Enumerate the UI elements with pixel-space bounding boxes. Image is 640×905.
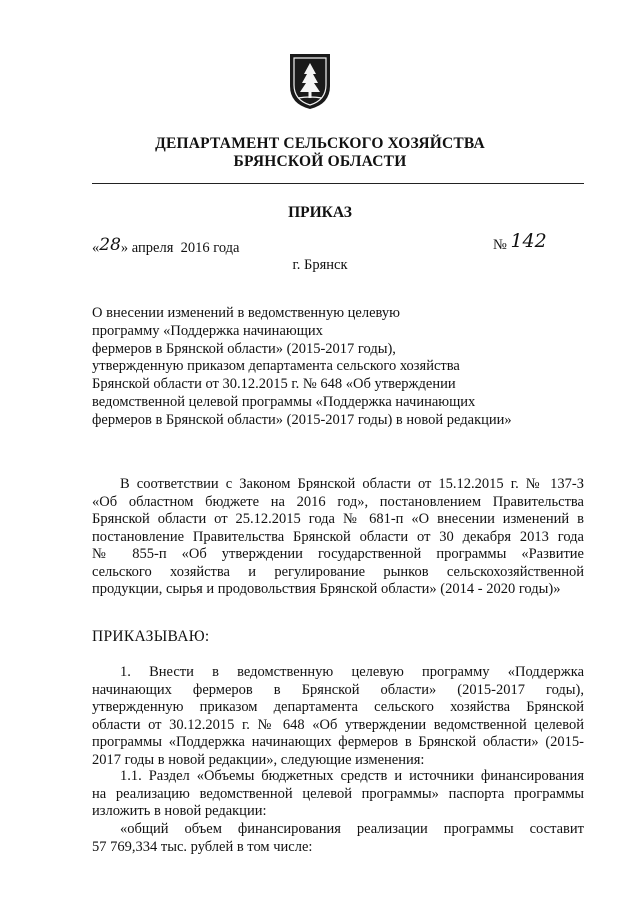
paragraph-line: начинающих фермеров в Брянской области» (2015-2017 годы), <box>92 681 584 698</box>
paragraph-line: сельского хозяйства и регулирование рынков сельскохозяйственной <box>92 563 584 580</box>
paragraph-line: Брянской области от 25.12.2015 года № 681-п «О внесении изменений в <box>92 511 584 527</box>
department-name-line1: ДЕПАРТАМЕНТ СЕЛЬСКОГО ХОЗЯЙСТВА <box>155 135 485 152</box>
number-label: № <box>493 237 507 253</box>
subject-line: О внесении изменений в ведомственную целевую <box>92 305 400 321</box>
date-open-quote: « <box>92 240 100 256</box>
coat-of-arms-icon <box>288 52 332 110</box>
order-date <box>92 237 239 257</box>
paragraph-line: программы «Поддержка начинающих фермеров в Брянской области» (2015- <box>92 734 584 750</box>
item-1-1-paragraph <box>92 768 584 821</box>
paragraph-line: 57 769,334 тыс. рублей в том числе: <box>92 838 313 855</box>
order-city: г. Брянск <box>292 257 348 273</box>
handwritten-day: 28 <box>99 235 121 255</box>
subject-line: фермеров в Брянской области» (2015-2017 годы) в новой редакции» <box>92 411 512 428</box>
handwritten-number: 142 <box>510 230 547 252</box>
order-number <box>493 232 547 254</box>
paragraph-line: 2017 годы в новой редакции», следующие изменения: <box>92 751 425 768</box>
paragraph-line: 1. Внести в ведомственную целевую программу «Поддержка <box>120 664 584 680</box>
paragraph-line: В соответствии с Законом Брянской области от 15.12.2015 г. № 137-З <box>120 476 584 492</box>
paragraph-line: изложить в новой редакции: <box>92 803 267 819</box>
paragraph-line: постановление Правительства Брянской области от 30 декабря 2013 года <box>92 528 584 545</box>
order-subject <box>92 305 512 430</box>
paragraph-line: на реализацию ведомственной целевой программы» паспорта программы <box>92 785 584 802</box>
order-title: ПРИКАЗ <box>288 204 352 221</box>
paragraph-line: «общий объем финансирования реализации программы составит <box>120 821 584 837</box>
subject-line: утвержденную приказом департамента сельского хозяйства <box>92 358 460 375</box>
funding-quote-paragraph <box>92 821 584 856</box>
paragraph-line: «Об областном бюджете на 2016 год», постановлением Правительства <box>92 493 584 510</box>
paragraph-line: продукции, сырья и продовольствия Брянской области» (2014 - 2020 годы)» <box>92 581 561 597</box>
subject-line: Брянской области от 30.12.2015 г. № 648 «Об утверждении <box>92 376 456 393</box>
subject-line: программу «Поддержка начинающих <box>92 322 323 339</box>
subject-line: ведомственной целевой программы «Поддержка начинающих <box>92 393 476 410</box>
item-1-paragraph <box>92 664 584 769</box>
subject-line: фермеров в Брянской области» (2015-2017 годы), <box>92 340 396 357</box>
paragraph-line: области от 30.12.2015 г. № 648 «Об утверждении ведомственной целевой <box>92 716 584 733</box>
paragraph-line: № 855-п «Об утверждении государственной программы «Развитие <box>92 546 584 562</box>
header-divider <box>92 183 584 184</box>
department-name-line2: БРЯНСКОЙ ОБЛАСТИ <box>233 153 407 170</box>
preamble-paragraph <box>92 476 584 599</box>
paragraph-line: утвержденную приказом департамента сельского хозяйства Брянской <box>92 699 584 715</box>
date-rest: » апреля 2016 года <box>120 240 240 256</box>
paragraph-line: 1.1. Раздел «Объемы бюджетных средств и источники финансирования <box>120 768 584 784</box>
decree-heading: ПРИКАЗЫВАЮ: <box>92 628 210 645</box>
